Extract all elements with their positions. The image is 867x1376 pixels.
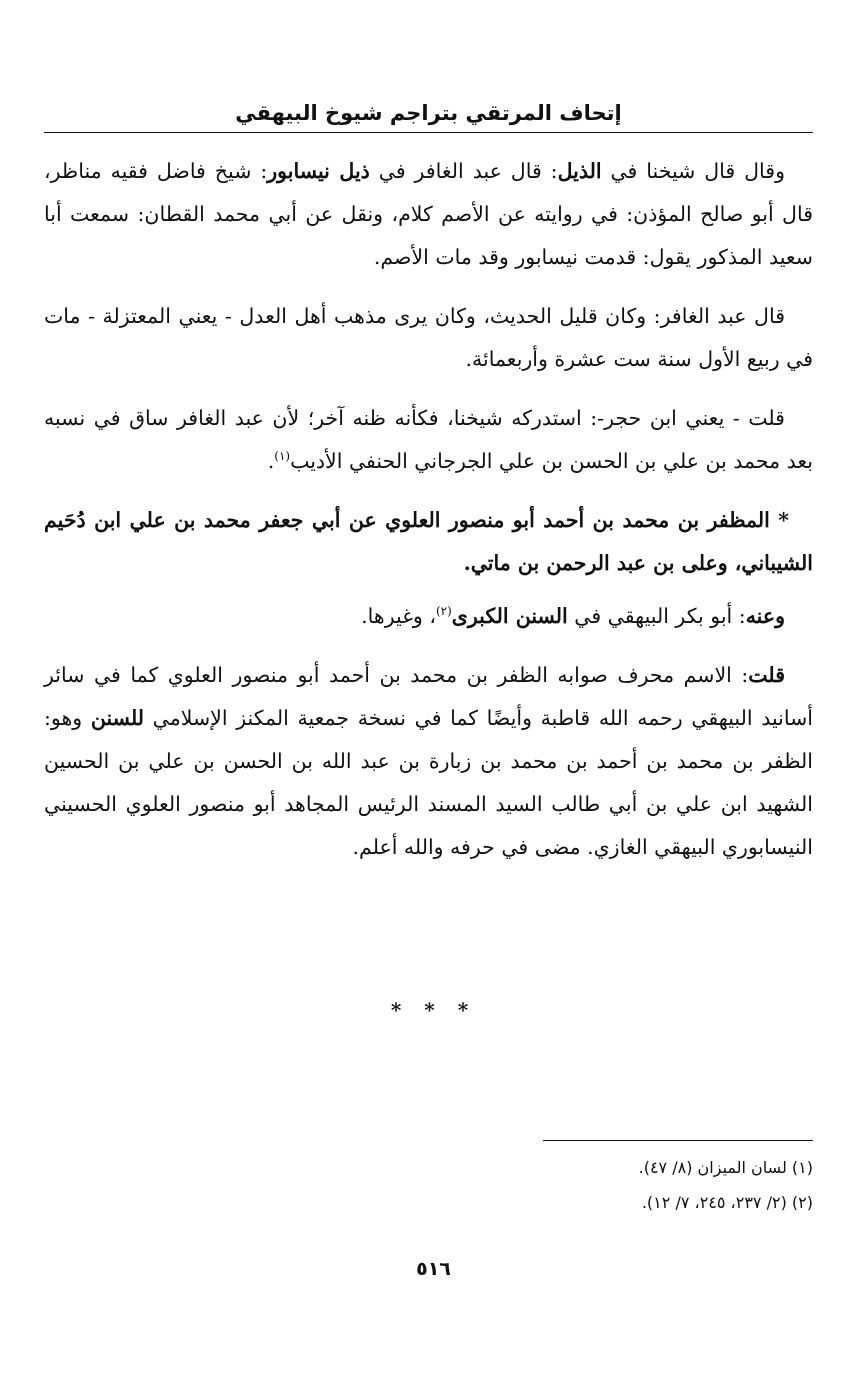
footnotes xyxy=(44,1150,813,1220)
p5-label: قلت xyxy=(748,663,785,687)
paragraph-4 xyxy=(44,595,813,638)
p5-text-a: : الاسم محرف صوابه الظفر بن محمد بن أحمد أبو منصور العلوي كما في سائر أسانيد البيهقي رحمه الله قاطبة وأيضًا كما في نسخة جمعية المكنز الإسلامي xyxy=(44,663,813,730)
p3-end: . xyxy=(267,449,275,473)
p4-text-c: ، وغيرها. xyxy=(361,604,436,628)
paragraph-1 xyxy=(44,150,813,279)
footnote-ref-2: (٢) xyxy=(435,604,452,619)
p1-text-a: وقال قال شيخنا في xyxy=(601,159,785,183)
p3-text: قلت - يعني ابن حجر-: استدركه شيخنا، فكأنه ظنه آخر؛ لأن عبد الغافر ساق في نسبه بعد محمد بن علي بن الحسن بن علي الجرجاني الحنفي الأديب xyxy=(44,406,813,473)
page-number: ٥١٦ xyxy=(416,1258,451,1280)
running-header: إتحاف المرتقي بتراجم شيوخ البيهقي xyxy=(44,96,813,133)
biography-entry-heading: * المظفر بن محمد بن أحمد أبو منصور العلوي عن أبي جعفر محمد بن علي ابن دُحَيم الشيباني، وعلى بن عبد الرحمن بن ماتي. xyxy=(44,508,813,575)
paragraph-3 xyxy=(44,397,813,483)
p1-text-c: : قال عبد الغافر في xyxy=(369,159,558,183)
footnote-divider xyxy=(543,1140,813,1141)
section-separator: * * * xyxy=(390,998,477,1022)
footnote-ref-1: (١) xyxy=(274,449,291,464)
p1-text-e: : شيخ فاضل فقيه مناظر، قال أبو صالح المؤذن: في روايته عن الأصم كلام، ونقل عن أبي محمد القطان: سمعت أبا سعيد المذكور يقول: قدمت نيسابور وقد مات الأصم. xyxy=(44,159,813,269)
p4-label: وعنه xyxy=(745,604,785,628)
footnote-2: (٢) (٢/ ٢٣٧، ٢٤٥، ٧/ ١٢). xyxy=(641,1193,813,1212)
paragraph-5 xyxy=(44,654,813,869)
p1-bold-dhayl-naysabur: ذيل نيسابور xyxy=(267,159,370,183)
p1-bold-dhayl: الذيل xyxy=(557,159,602,183)
main-text xyxy=(44,150,813,885)
p4-text-a: : أبو بكر البيهقي في xyxy=(567,604,746,628)
p5-bold-sunan: للسنن xyxy=(90,706,144,730)
footnote-1: (١) لسان الميزان (٨/ ٤٧). xyxy=(638,1158,813,1177)
paragraph-2: قال عبد الغافر: وكان قليل الحديث، وكان يرى مذهب أهل العدل - يعني المعتزلة - مات في ربيع الأول سنة ست عشرة وأربعمائة. xyxy=(44,304,813,371)
p5-text-c: وهو: الظفر بن محمد بن أحمد بن محمد بن زبارة بن عبد الله بن الحسن بن علي بن الحسين الشهيد ابن علي بن أبي طالب السيد المسند الرئيس المجاهد أبو منصور العلوي الحسيني النيسابوري البيهقي الغازي. مضى في حرفه والله أعلم. xyxy=(44,706,813,859)
p4-bold-book: السنن الكبرى xyxy=(451,604,568,628)
